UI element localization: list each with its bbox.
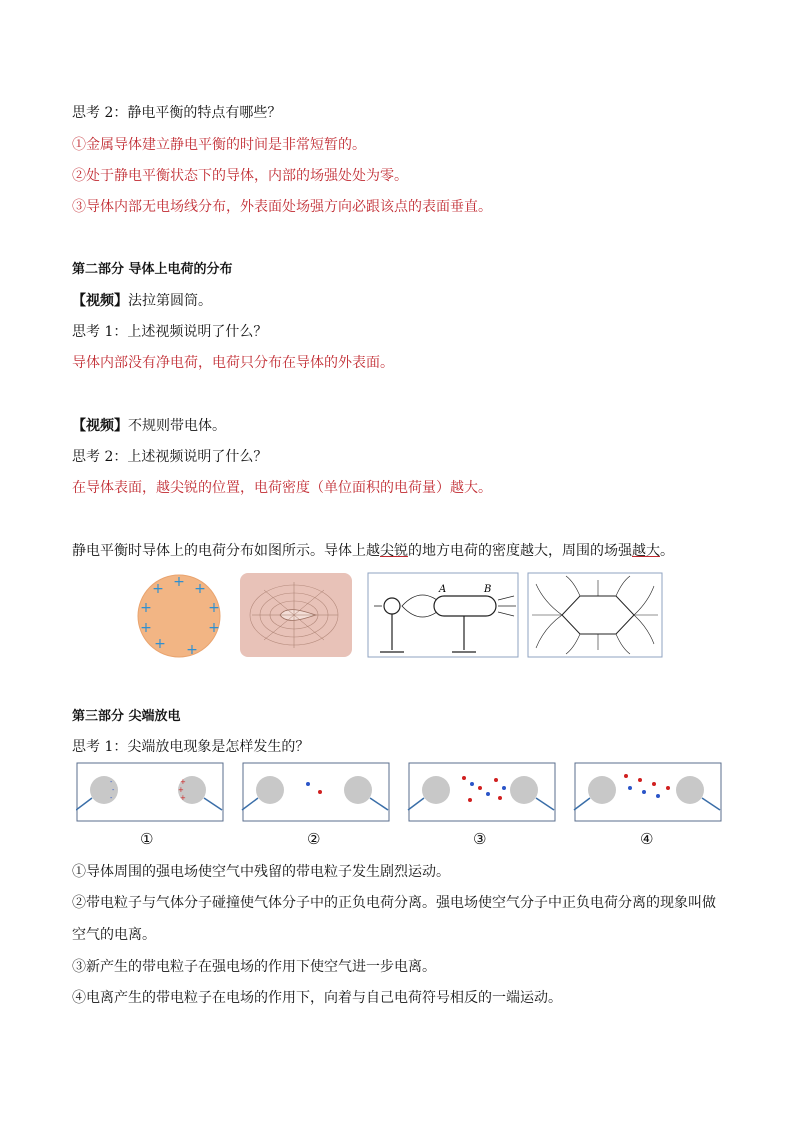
- video-tag: 【视频】: [72, 418, 128, 434]
- section-3-answer-2-cont: 空气的电离。: [72, 927, 156, 943]
- discharge-panel-1: [76, 763, 223, 821]
- svg-text:+: +: [180, 778, 186, 786]
- section-3-title: 第三部分 尖端放电: [72, 709, 181, 724]
- svg-text:+: +: [140, 600, 152, 616]
- section-2-question-2: 思考 2：上述视频说明了什么？: [72, 449, 268, 465]
- irregular-body-field-figure: [240, 573, 352, 657]
- sphere-charge-figure: [138, 574, 220, 658]
- underlined-sharp: 尖锐: [380, 543, 408, 559]
- svg-text:-: -: [110, 778, 113, 786]
- section-2-question-1: 思考 1：上述视频说明了什么？: [72, 324, 268, 340]
- video-tag: 【视频】: [72, 293, 128, 309]
- svg-text:+: +: [180, 794, 186, 802]
- svg-text:+: +: [173, 574, 185, 590]
- section-2-answer-2: 在导体表面，越尖锐的位置，电荷密度（单位面积的电荷量）越大。: [72, 480, 492, 496]
- section-2-answer-1: 导体内部没有净电荷，电荷只分布在导体的外表面。: [72, 355, 394, 371]
- svg-text:-: -: [110, 794, 113, 802]
- label-b: B: [484, 584, 492, 595]
- answer-1: ①金属导体建立静电平衡的时间是非常短暂的。: [72, 137, 366, 153]
- svg-text:+: +: [152, 581, 164, 597]
- section-3-answer-3: ③新产生的带电粒子在强电场的作用下使空气进一步电离。: [72, 959, 436, 975]
- panel-label-4: ④: [640, 830, 654, 848]
- video-2-line: [72, 416, 226, 436]
- svg-text:+: +: [208, 600, 220, 616]
- video-1-text: 法拉第圆筒。: [128, 293, 212, 309]
- point-discharge-panels: [76, 762, 722, 824]
- svg-text:+: +: [178, 786, 184, 794]
- discharge-panel-4: [574, 763, 721, 821]
- svg-text:+: +: [186, 642, 198, 658]
- svg-text:+: +: [140, 620, 152, 636]
- hexagon-field-figure: [528, 573, 662, 657]
- section-3-answer-4: ④电离产生的带电粒子在电场的作用下，向着与自己电荷符号相反的一端运动。: [72, 990, 562, 1006]
- video-2-text: 不规则带电体。: [128, 418, 226, 434]
- panel-label-1: ①: [140, 830, 154, 848]
- answer-2: ②处于静电平衡状态下的导体，内部的场强处处为零。: [72, 168, 408, 184]
- panel-label-3: ③: [473, 830, 487, 848]
- section-3-question-1: 思考 1：尖端放电现象是怎样发生的？: [72, 739, 310, 755]
- discharge-panel-3: [408, 763, 555, 821]
- svg-text:+: +: [154, 636, 166, 652]
- charge-distribution-summary: 静电平衡时导体上的电荷分布如图所示。导体上越尖锐的地方电荷的密度越大，周围的场强越大。: [72, 543, 674, 559]
- svg-text:+: +: [194, 581, 206, 597]
- ab-conductor-figure: [368, 573, 518, 657]
- discharge-panel-2: [242, 763, 389, 821]
- underlined-larger: 越大: [632, 543, 660, 559]
- label-a: A: [439, 584, 447, 595]
- svg-text:-: -: [112, 786, 115, 794]
- section-2-title: 第二部分 导体上电荷的分布: [72, 262, 233, 277]
- answer-3: ③导体内部无电场线分布，外表面处场强方向必跟该点的表面垂直。: [72, 199, 492, 215]
- svg-text:+: +: [208, 620, 220, 636]
- video-1-line: [72, 291, 212, 311]
- section-3-answer-2: ②带电粒子与气体分子碰撞使气体分子中的正负电荷分离。强电场使空气分子中正负电荷分离的现象叫做: [72, 895, 716, 911]
- question-2-static-equilibrium: 思考 2：静电平衡的特点有哪些？: [72, 105, 282, 121]
- panel-label-2: ②: [307, 830, 321, 848]
- section-3-answer-1: ①导体周围的强电场使空气中残留的带电粒子发生剧烈运动。: [72, 864, 450, 880]
- charge-distribution-figures: [134, 572, 664, 664]
